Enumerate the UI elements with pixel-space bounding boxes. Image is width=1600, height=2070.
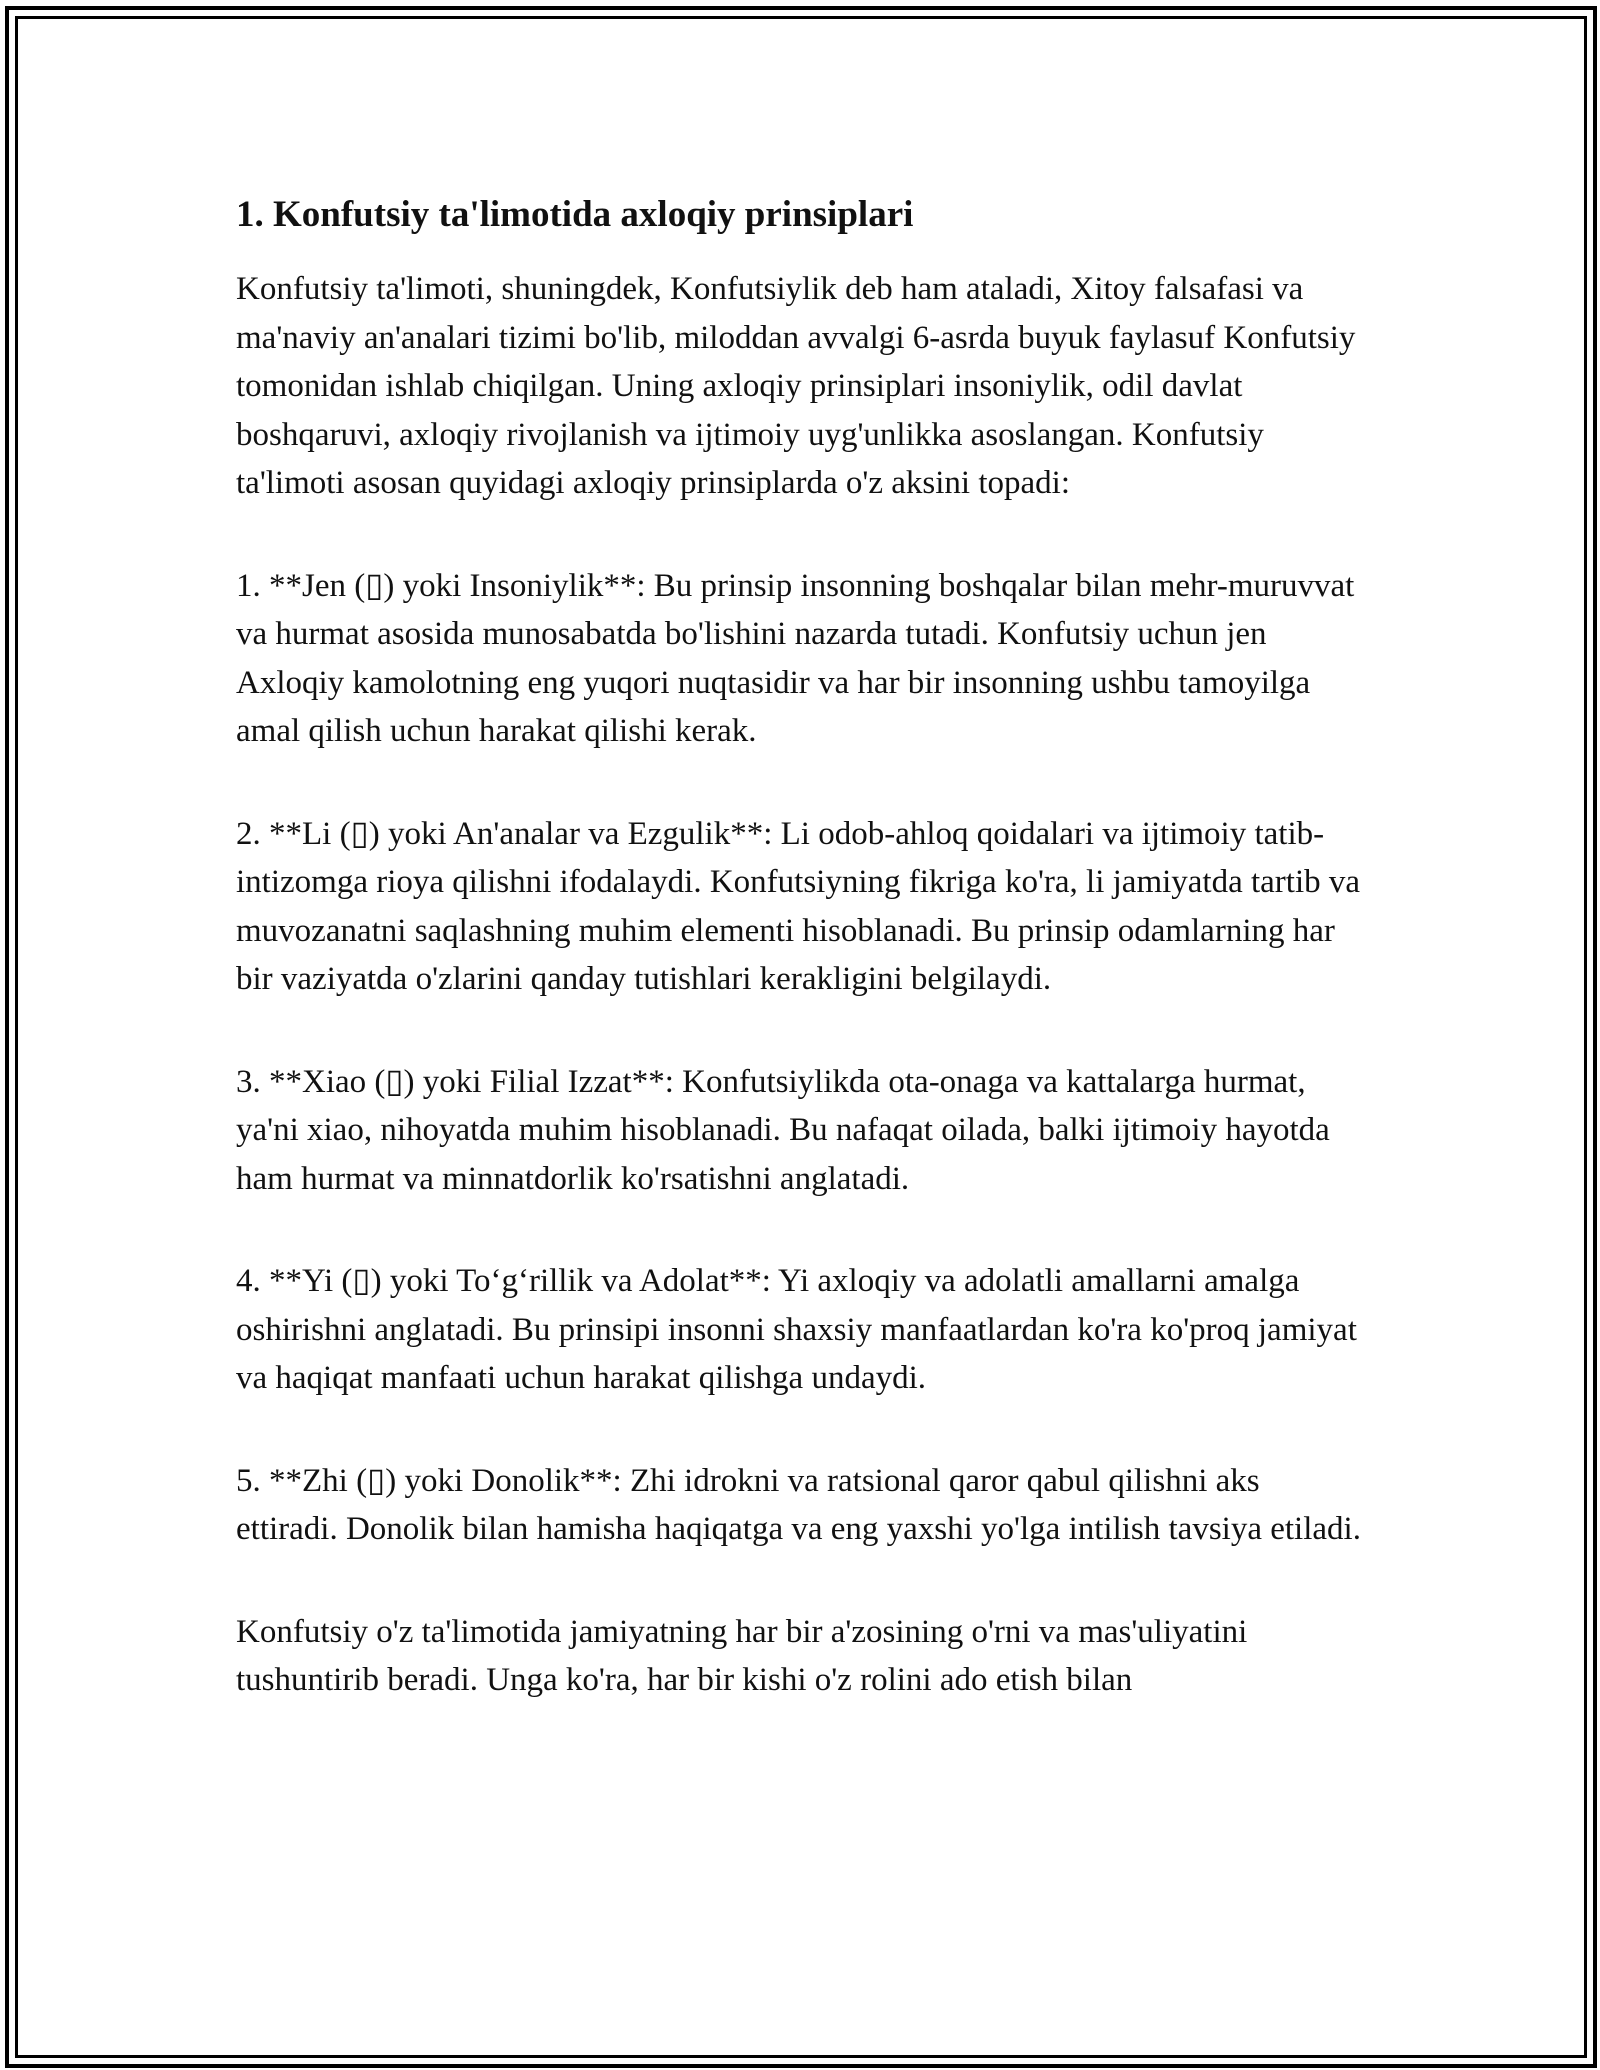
paragraph-intro: Konfutsiy ta'limoti, shuningdek, Konfutsiylik deb ham ataladi, Xitoy falsafasi va ma'naviy an'analari tizimi bo'lib, miloddan avvalgi 6-asrda buyuk faylasuf Konfutsiy tomonidan ishlab chiqilgan. Uning axloqiy prinsiplari insoniylik, odil davlat boshqaruvi, axloqiy rivojlanish va ijtimoiy uyg'unlikka asoslangan. Konfutsiy ta'limoti asosan quyidagi axloqiy prinsiplarda o'z aksini topadi:	[236, 271, 1356, 501]
paragraph-principle-li: 2. **Li (▯) yoki An'analar va Ezgulik**: Li odob-ahloq qoidalari va ijtimoiy tatib-intizomga rioya qilishni ifodalaydi. Konfutsiyning fikriga ko'ra, li jamiyatda tartib va muvozanatni saqlashning muhim elementi hisoblanadi. Bu prinsip odamlarning har bir vaziyatda o'zlarini qanday tutishlari kerakligini belgilaydi.	[236, 815, 1361, 997]
paragraph-conclusion: Konfutsiy o'z ta'limotida jamiyatning har bir a'zosining o'rni va mas'uliyatini tushuntirib beradi. Unga ko'ra, har bir kishi o'z rolini ado etish bilan	[236, 1613, 1248, 1698]
document-title: 1. Konfutsiy ta'limotida axloqiy prinsiplari	[236, 194, 914, 235]
paragraph-principle-yi: 4. **Yi (▯) yoki To‘g‘rillik va Adolat**: Yi axloqiy va adolatli amallarni amalga oshirishni anglatadi. Bu prinsipi insonni shaxsiy manfaatlardan ko'ra ko'proq jamiyat va haqiqat manfaati uchun harakat qilishga undaydi.	[236, 1263, 1357, 1396]
paragraph-principle-xiao: 3. **Xiao (▯) yoki Filial Izzat**: Konfutsiylikda ota-onaga va kattalarga hurmat, ya'ni xiao, nihoyatda muhim hisoblanadi. Bu nafaqat oilada, balki ijtimoiy hayotda ham hurmat va minnatdorlik ko'rsatishni anglatadi.	[236, 1063, 1330, 1197]
paragraph-principle-jen: 1. **Jen (▯) yoki Insoniylik**: Bu prinsip insonning boshqalar bilan mehr-muruvvat va hurmat asosida munosabatda bo'lishini nazarda tutadi. Konfutsiy uchun jen Axloqiy kamolotning eng yuqori nuqtasidir va har bir insonning ushbu tamoyilga amal qilish uchun harakat qilishi kerak.	[236, 567, 1355, 749]
paragraph-principle-zhi: 5. **Zhi (▯) yoki Donolik**: Zhi idrokni va ratsional qaror qabul qilishni aks ettiradi. Donolik bilan hamisha haqiqatga va eng yaxshi yo'lga intilish tavsiya etiladi.	[236, 1462, 1361, 1547]
document-body	[236, 190, 1366, 1759]
